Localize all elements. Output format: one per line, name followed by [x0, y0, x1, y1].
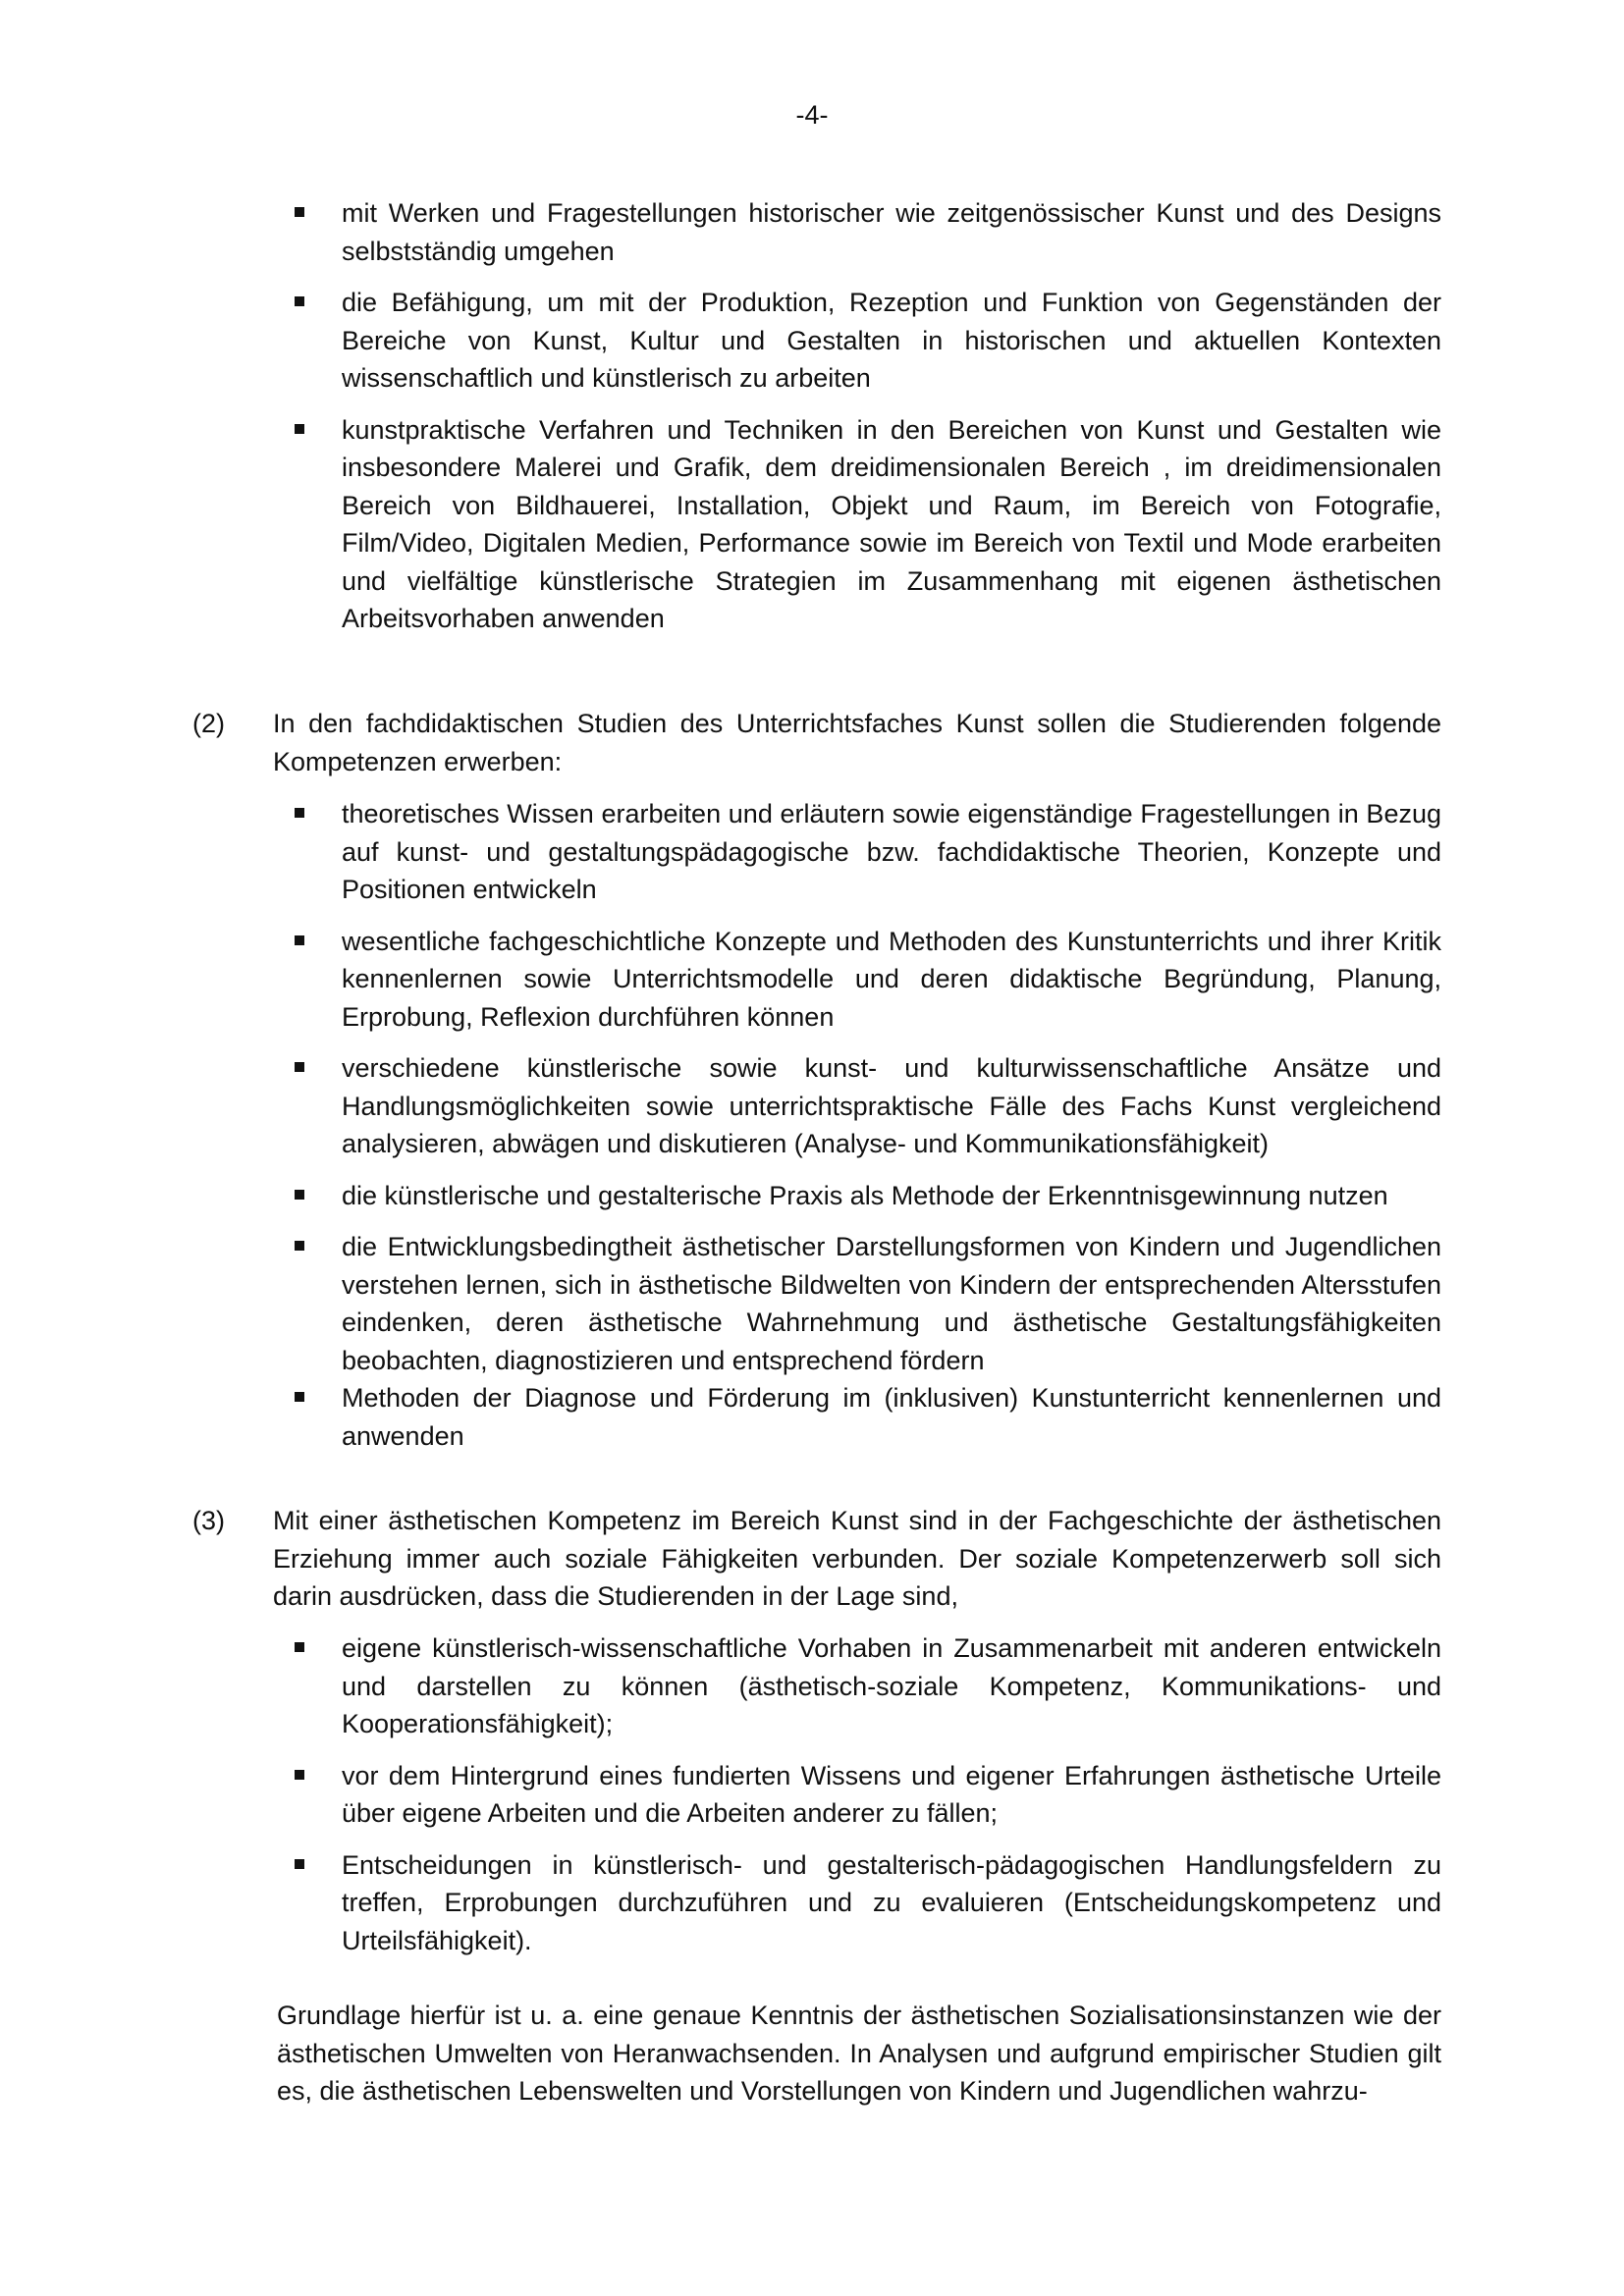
square-bullet-icon [295, 808, 304, 818]
square-bullet-icon [295, 424, 304, 434]
section2-bullet-list [295, 795, 1441, 1468]
section-intro: Mit einer ästhetischen Kompetenz im Bereich Kunst sind in der Fachgeschichte der ästhetischen Erziehung immer auch soziale Fähigkeiten verbunden. Der soziale Kompetenzerwerb soll sich darin ausdrücken, dass die Studierenden in der Lage sind, [273, 1506, 1441, 1611]
square-bullet-icon [295, 1241, 304, 1251]
page-number: -4- [795, 100, 829, 130]
square-bullet-icon [295, 207, 304, 217]
section-intro: In den fachdidaktischen Studien des Unterrichtsfaches Kunst sollen die Studierenden folgende Kompetenzen erwerben: [273, 709, 1441, 776]
square-bullet-icon [295, 1392, 304, 1402]
list-item: vor dem Hintergrund eines fundierten Wissens und eigener Erfahrungen ästhetische Urteile über eigene Arbeiten und die Arbeiten anderer zu fällen; [295, 1757, 1441, 1833]
section3-bullet-list [295, 1629, 1441, 1973]
list-item: eigene künstlerisch-wissenschaftliche Vorhaben in Zusammenarbeit mit anderen entwickeln und darstellen zu können (ästhetisch-soziale Kompetenz, Kommunikations- und Kooperationsfähigkeit); [295, 1629, 1441, 1743]
list-item: die Entwicklungsbedingtheit ästhetischer Darstellungsformen von Kindern und Jugendlichen verstehen lernen, sich in ästhetische Bildwelten von Kindern der entsprechenden Altersstufen eindenken, deren ästhetische Wahrnehmung und ästhetische Gestaltungsfähigkeiten beobachten, diagnostizieren und entsprechend fördern [295, 1228, 1441, 1379]
section-number: (2) [192, 709, 225, 738]
square-bullet-icon [295, 935, 304, 945]
square-bullet-icon [295, 1190, 304, 1200]
square-bullet-icon [295, 296, 304, 306]
section-number: (3) [192, 1506, 225, 1535]
list-item: mit Werken und Fragestellungen historischer wie zeitgenössischer Kunst und des Designs selbstständig umgehen [295, 194, 1441, 270]
list-item: theoretisches Wissen erarbeiten und erläutern sowie eigenständige Fragestellungen in Bezug auf kunst- und gestaltungspädagogische bzw. fachdidaktische Theorien, Konzepte und Positionen entwickeln [295, 795, 1441, 909]
list-item: die künstlerische und gestalterische Praxis als Methode der Erkenntnisgewinnung nutzen [295, 1177, 1441, 1215]
square-bullet-icon [295, 1770, 304, 1780]
list-item: Methoden der Diagnose und Förderung im (inklusiven) Kunstunterricht kennenlernen und anwenden [295, 1379, 1441, 1455]
square-bullet-icon [295, 1859, 304, 1869]
list-item: die Befähigung, um mit der Produktion, Rezeption und Funktion von Gegenständen der Bereiche von Kunst, Kultur und Gestalten in historischen und aktuellen Kontexten wissenschaftlich und künstlerisch zu arbeiten [295, 284, 1441, 398]
section-2-paragraph [192, 705, 1441, 780]
square-bullet-icon [295, 1642, 304, 1652]
list-item: kunstpraktische Verfahren und Techniken in den Bereichen von Kunst und Gestalten wie insbesondere Malerei und Grafik, dem dreidimensionalen Bereich , im dreidimensionalen Bereich von Bildhauerei, Installation, Objekt und Raum, im Bereich von Fotografie, Film/Video, Digitalen Medien, Performance sowie im Bereich von Textil und Mode erarbeiten und vielfältige künstlerische Strategien im Zusammenhang mit eigenen ästhetischen Arbeitsvorhaben anwenden [295, 411, 1441, 638]
section1-bullet-list [295, 194, 1441, 652]
list-item: verschiedene künstlerische sowie kunst- und kulturwissenschaftliche Ansätze und Handlungsmöglichkeiten sowie unterrichtspraktische Fälle des Fachs Kunst vergleichend analysieren, abwägen und diskutieren (Analyse- und Kommunikationsfähigkeit) [295, 1049, 1441, 1163]
closing-paragraph: Grundlage hierfür ist u. a. eine genaue Kenntnis der ästhetischen Sozialisationsinstanzen wie der ästhetischen Umwelten von Heranwachsenden. In Analysen und aufgrund empirischer Studien gilt es, die ästhetischen Lebenswelten und Vorstellungen von Kindern und Jugendlichen wahrzu- [277, 2001, 1441, 2106]
section-3-paragraph [192, 1502, 1441, 1616]
list-item: Entscheidungen in künstlerisch- und gestalterisch-pädagogischen Handlungsfeldern zu treffen, Erprobungen durchzuführen und zu evaluieren (Entscheidungskompetenz und Urteilsfähigkeit). [295, 1846, 1441, 1960]
square-bullet-icon [295, 1062, 304, 1072]
list-item: wesentliche fachgeschichtliche Konzepte und Methoden des Kunstunterrichts und ihrer Kritik kennenlernen sowie Unterrichtsmodelle und deren didaktische Begründung, Planung, Erprobung, Reflexion durchführen können [295, 923, 1441, 1037]
